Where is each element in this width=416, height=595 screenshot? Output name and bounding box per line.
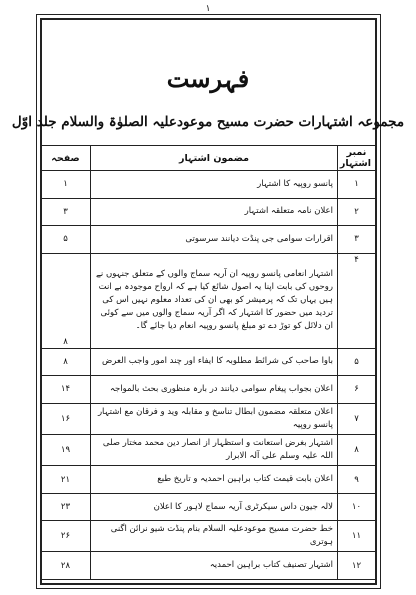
row-page: ۲۳	[41, 493, 91, 521]
row-subject: باوا صاحب کی شرائط مطلوبہ کا ایفاء اور چند امور واجب العرض	[91, 348, 338, 376]
row-number: ۱	[338, 171, 376, 199]
row-page: ۱	[41, 171, 91, 199]
table-row	[41, 493, 376, 521]
row-number: ۴	[338, 253, 376, 348]
row-page: ۸	[41, 253, 91, 348]
table-row	[41, 253, 376, 348]
row-number: ۵	[338, 348, 376, 376]
row-number: ۷	[338, 403, 376, 434]
row-number: ۸	[338, 434, 376, 466]
row-number: ۱۱	[338, 521, 376, 552]
header-number: نمبر اشتہار	[338, 146, 376, 171]
row-subject: اشتہار تصنیف کتاب براہین احمدیہ	[91, 552, 338, 580]
row-page: ۲۸	[41, 552, 91, 580]
row-subject: اعلان متعلقہ مضمون ابطال تناسخ و مقابلہ وید و فرقان مع اشتہار پانسو روپیہ	[91, 403, 338, 434]
row-subject: خط حضرت مسیح موعودعلیہ السلام بنام پنڈت شیو نرائن اگنی ہوتری	[91, 521, 338, 552]
row-page: ۳	[41, 198, 91, 226]
table-row	[41, 521, 376, 552]
row-page: ۱۶	[41, 403, 91, 434]
table-row	[41, 434, 376, 466]
row-page: ۸	[41, 348, 91, 376]
table-row	[41, 198, 376, 226]
header-subject: مضمون اشتہار	[91, 146, 338, 171]
table-row	[41, 552, 376, 580]
row-number: ۶	[338, 376, 376, 404]
row-subject: اعلان بجواب پیغام سوامی دیانند در بارہ منظوری بحث بالمواجہ	[91, 376, 338, 404]
table-row	[41, 466, 376, 494]
row-subject: اعلان نامہ متعلقہ اشتہار	[91, 198, 338, 226]
page-number: ۱	[205, 4, 211, 14]
row-number: ۳	[338, 226, 376, 254]
row-page: ۵	[41, 226, 91, 254]
row-number: ۲	[338, 198, 376, 226]
table-row	[41, 376, 376, 404]
row-subject: اشتہار انعامی پانسو روپیہ ان آریہ سماج والوں کے متعلق جنہوں نے روحوں کی بابت اپنا یہ اصول شائع کیا ہے کہ ارواح موجودہ بے انت ہیں یہاں تک کہ پرمیشر کو بھی ان کی تعداد معلوم نہیں اس کی تردید میں حضور کا اشتہار کہ اگر آریہ سماج والوں میں سے کوئی ان دلائل کو توڑ دے تو مبلغ پانسو روپیہ انعام دیا جائے گا۔	[91, 253, 338, 348]
table-row	[41, 403, 376, 434]
table-row	[41, 226, 376, 254]
row-subject: لالہ جیون داس سیکرٹری آریہ سماج لاہور کا اعلان	[91, 493, 338, 521]
row-number: ۱۰	[338, 493, 376, 521]
table-row	[41, 348, 376, 376]
row-page: ۲۶	[41, 521, 91, 552]
row-number: ۹	[338, 466, 376, 494]
row-subject: اشتہار بغرض استعانت و استظہار از انصار دین محمد مختار صلی اللہ علیہ وسلم علی آلہ الابرار	[91, 434, 338, 466]
header-page: صفحہ	[41, 146, 91, 171]
row-page: ۲۱	[41, 466, 91, 494]
row-page: ۱۴	[41, 376, 91, 404]
page-subtitle: مجموعہ اشتہارات حضرت مسیح موعودعلیہ الصلوٰۃ والسلام جلد اوّل	[11, 114, 405, 130]
contents-table	[40, 145, 376, 580]
row-number: ۱۲	[338, 552, 376, 580]
page-title: فہرست	[166, 64, 250, 93]
table-header-row	[41, 146, 376, 171]
row-subject: اعلان بابت قیمت کتاب براہین احمدیہ و تاریخ طبع	[91, 466, 338, 494]
row-subject: اقرارات سوامی جی پنڈت دیانند سرسوتی	[91, 226, 338, 254]
row-page: ۱۹	[41, 434, 91, 466]
row-subject: پانسو روپیہ کا اشتہار	[91, 171, 338, 199]
table-row	[41, 171, 376, 199]
